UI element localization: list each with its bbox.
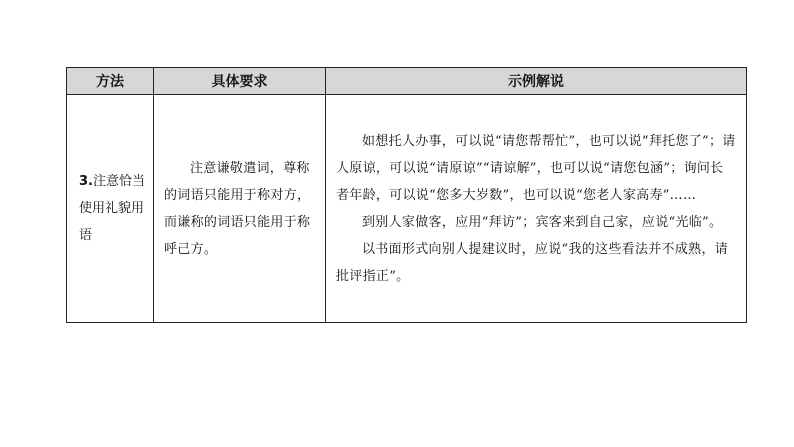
examples-cell bbox=[326, 95, 747, 323]
requirement-text: 注意谦敬遣词，尊称的词语只能用于称对方，而谦称的词语只能用于称呼己方。 bbox=[164, 160, 311, 257]
example-paragraph-1: 如想托人办事，可以说“请您帮帮忙”，也可以说“拜托您了”；请人原谅，可以说“请原谅”“请谅解”，也可以说“请您包涵”；询问长者年龄，可以说“您多大岁数”，也可以说“您老人家高寿”…… bbox=[336, 133, 736, 203]
table-row bbox=[67, 95, 747, 323]
method-cell bbox=[67, 95, 154, 323]
method-number: 3. bbox=[79, 174, 93, 189]
table-header-row bbox=[67, 68, 747, 95]
method-text: 注意恰当使用礼貌用语 bbox=[79, 174, 145, 243]
requirement-cell bbox=[154, 95, 326, 323]
etiquette-table bbox=[66, 67, 747, 323]
header-requirement: 具体要求 bbox=[154, 68, 326, 95]
header-examples: 示例解说 bbox=[326, 68, 747, 95]
header-method: 方法 bbox=[67, 68, 154, 95]
example-paragraph-3: 以书面形式向别人提建议时，应说“我的这些看法并不成熟，请批评指正”。 bbox=[336, 241, 729, 284]
example-paragraph-2: 到别人家做客，应用“拜访”；宾客来到自己家，应说“光临”。 bbox=[362, 214, 723, 230]
